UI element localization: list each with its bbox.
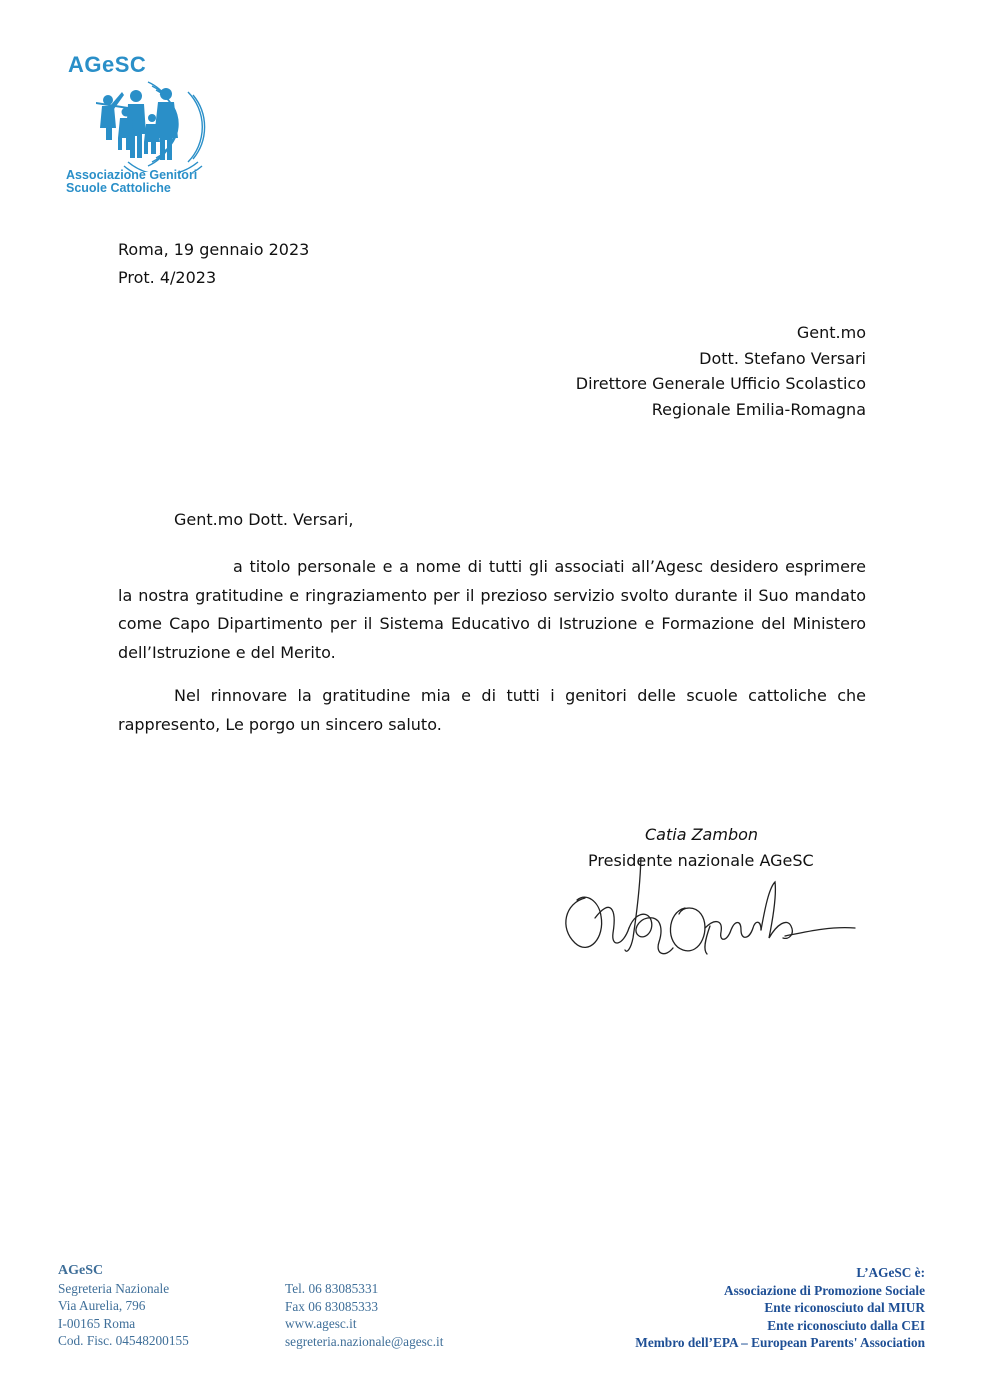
- logo-subtitle-line2: Scuole Cattoliche: [66, 181, 171, 195]
- footer-address: [58, 1262, 189, 1350]
- logo-title: AGeSC: [68, 52, 147, 77]
- footer-website: www.agesc.it: [285, 1316, 357, 1331]
- recipient-line: Regionale Emilia-Romagna: [651, 399, 866, 419]
- recipient-block: [576, 320, 866, 422]
- agesc-logo: [58, 52, 218, 202]
- greeting: Gent.mo Dott. Versari,: [174, 510, 354, 529]
- handwritten-signature: [555, 858, 865, 968]
- footer-line: Segreteria Nazionale: [58, 1280, 170, 1296]
- footer-org-name: AGeSC: [58, 1263, 104, 1278]
- protocol-number: Prot. 4/2023: [118, 268, 217, 287]
- footer-line: Cod. Fisc. 04548200155: [58, 1333, 189, 1348]
- footer-credential-line: Ente riconosciuto dalla CEI: [767, 1317, 925, 1333]
- body-paragraph: Nel rinnovare la gratitudine mia e di tutti i genitori delle scuole cattoliche che rappresento, Le porgo un sincero saluto.: [118, 686, 866, 734]
- signatory-role: Presidente nazionale AGeSC: [588, 851, 814, 870]
- recipient-line: Gent.mo: [796, 323, 866, 342]
- footer-phone: Tel. 06 83085331: [285, 1281, 379, 1296]
- recipient-line: Direttore Generale Ufficio Scolastico: [575, 374, 866, 393]
- footer-fax: Fax 06 83085333: [285, 1298, 379, 1314]
- recipient-line: Dott. Stefano Versari: [699, 348, 866, 368]
- footer-credential-line: L’AGeSC è:: [856, 1265, 925, 1280]
- logo-subtitle-line1: Associazione Genitori: [66, 168, 198, 182]
- footer-email: segreteria.nazionale@agesc.it: [285, 1333, 444, 1349]
- footer-line: Via Aurelia, 796: [58, 1298, 146, 1313]
- letter-date: Roma, 19 gennaio 2023: [118, 240, 310, 259]
- signatory-name: Catia Zambon: [645, 825, 759, 844]
- footer-credential-line: Membro dell’EPA – European Parents' Association: [635, 1335, 925, 1350]
- family-figures-icon: [88, 62, 218, 172]
- body-paragraph: a titolo personale e a nome di tutti gli associati all’Agesc desidero esprimere la nostra gratitudine e ringraziamento per il prezioso servizio svolto durante il Suo mandato come Capo Dipartimento per il Sistema Educativo di Istruzione e Formazione del Ministero dell’Istruzione e del Merito.: [118, 557, 866, 662]
- footer-credential-line: Associazione di Promozione Sociale: [723, 1282, 925, 1298]
- footer-credentials: [635, 1264, 925, 1352]
- footer-contacts: [285, 1280, 443, 1350]
- footer-credential-line: Ente riconosciuto dal MIUR: [764, 1300, 925, 1315]
- footer-line: I-00165 Roma: [58, 1315, 136, 1331]
